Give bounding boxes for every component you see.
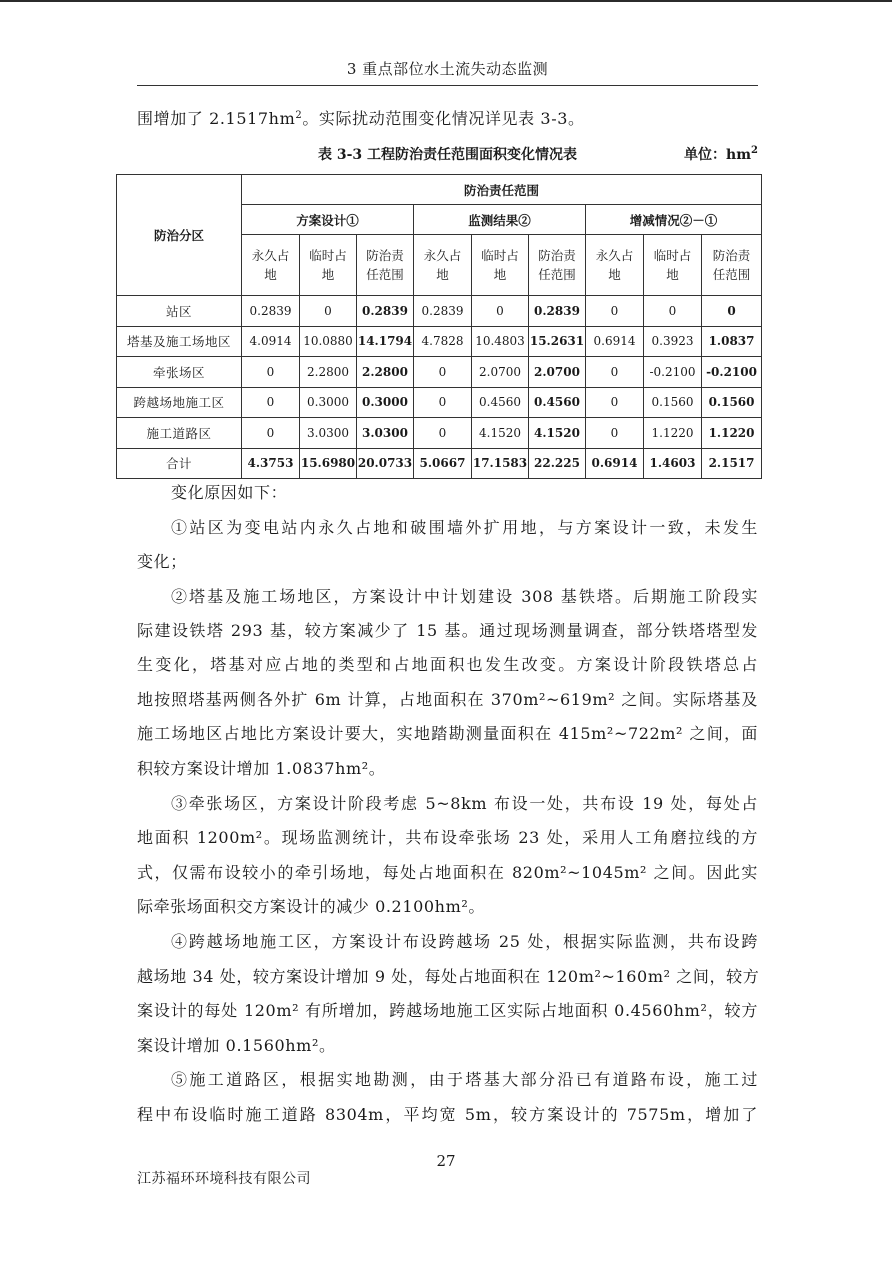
table-cell: 0.2839 xyxy=(242,296,300,327)
p4-line-3: 案设计的每处 120m² 有所增加，跨越场地施工区实际占地面积 0.4560hm²，较方 xyxy=(137,1001,758,1020)
table-cell: 5.0667 xyxy=(414,448,472,479)
table-cell: 0.2839 xyxy=(529,296,586,327)
table-cell: 17.1583 xyxy=(472,448,529,479)
table-cell: 14.1794 xyxy=(357,326,414,357)
table-cell: 0.1560 xyxy=(702,387,762,418)
table-cell: 0.2839 xyxy=(357,296,414,327)
table-cell: 1.1220 xyxy=(702,418,762,449)
header-area: 防治分区 xyxy=(117,175,242,296)
table-cell: 0.4560 xyxy=(529,387,586,418)
table-row xyxy=(117,387,762,418)
table-cell: 22.225 xyxy=(529,448,586,479)
row-area-label: 牵张场区 xyxy=(117,357,242,388)
table-title: 表 3-3 工程防治责任范围面积变化情况表 xyxy=(317,147,578,163)
table-row xyxy=(117,357,762,388)
column-header: 临时占 地 xyxy=(472,235,529,296)
table-cell: 0.2839 xyxy=(414,296,472,327)
table-row xyxy=(117,326,762,357)
intro-line: 围增加了 $2.1517hm^2$。实际扰动范围变化情况详见表 3-3。 xyxy=(137,109,585,128)
header-plan-design: 方案设计① xyxy=(242,205,414,235)
table-cell: 0.3000 xyxy=(357,387,414,418)
table-cell: 1.4603 xyxy=(644,448,702,479)
column-header: 临时占 地 xyxy=(300,235,357,296)
p3-line-4: 际牵张场面积交方案设计的减少 0.2100hm²。 xyxy=(137,897,485,916)
table-cell: 0.6914 xyxy=(586,448,644,479)
column-header: 防治责 任范围 xyxy=(702,235,762,296)
table-cell: 20.0733 xyxy=(357,448,414,479)
table-cell: 0 xyxy=(702,296,762,327)
table-cell: 4.0914 xyxy=(242,326,300,357)
p1-line-2: 变化； xyxy=(137,552,187,571)
table-row xyxy=(117,448,762,479)
row-area-label: 塔基及施工场地区 xyxy=(117,326,242,357)
table-cell: 0.4560 xyxy=(472,387,529,418)
table-cell: 4.1520 xyxy=(529,418,586,449)
p2-line-3: 生变化，塔基对应占地的类型和占地面积也发生改变。方案设计阶段铁塔总占 xyxy=(137,655,758,674)
table-cell: 0 xyxy=(586,296,644,327)
table-cell: 0.3000 xyxy=(300,387,357,418)
table-cell: 0 xyxy=(414,357,472,388)
page-header-title: 3 重点部位水土流失动态监测 xyxy=(346,60,549,78)
table-cell: 1.0837 xyxy=(702,326,762,357)
table-cell: 10.0880 xyxy=(300,326,357,357)
header-responsibility-range: 防治责任范围 xyxy=(242,175,762,205)
table-cell: 2.0700 xyxy=(472,357,529,388)
p1-line-1: ①站区为变电站内永久占地和破围墙外扩用地，与方案设计一致，未发生 xyxy=(171,518,758,537)
p4-line-4: 案设计增加 0.1560hm²。 xyxy=(137,1036,336,1055)
table-cell: 0 xyxy=(644,296,702,327)
area-change-table xyxy=(116,174,762,479)
p2-line-1: ②塔基及施工场地区，方案设计中计划建设 308 基铁塔。后期施工阶段实 xyxy=(171,587,758,606)
table-caption xyxy=(137,144,758,164)
table-cell: -0.2100 xyxy=(702,357,762,388)
table-cell: 0 xyxy=(472,296,529,327)
page-number: 27 xyxy=(436,1152,456,1170)
column-header: 临时占 地 xyxy=(644,235,702,296)
table-cell: 10.4803 xyxy=(472,326,529,357)
table-cell: 15.2631 xyxy=(529,326,586,357)
table-cell: 4.1520 xyxy=(472,418,529,449)
column-header: 永久占 地 xyxy=(242,235,300,296)
table-row xyxy=(117,296,762,327)
table-cell: 0.6914 xyxy=(586,326,644,357)
row-area-label: 合计 xyxy=(117,448,242,479)
header-monitoring-result: 监测结果② xyxy=(414,205,586,235)
table-cell: 0 xyxy=(242,418,300,449)
p2-line-2: 际建设铁塔 293 基，较方案减少了 15 基。通过现场测量调查，部分铁塔塔型发 xyxy=(137,621,758,640)
p2-line-5: 施工场地区占地比方案设计要大，实地踏勘测量面积在 415m²~722m² 之间，面 xyxy=(137,724,758,743)
footer-company: 江苏福环环境科技有限公司 xyxy=(137,1171,311,1187)
table-cell: 15.6980 xyxy=(300,448,357,479)
table-cell: 0 xyxy=(242,387,300,418)
p2-line-4: 地按照塔基两侧各外扩 6m 计算，占地面积在 370m²~619m² 之间。实际塔基及 xyxy=(137,690,758,709)
table-cell: 0 xyxy=(414,418,472,449)
table-unit: 单位：$hm^2$ xyxy=(684,145,758,163)
row-area-label: 站区 xyxy=(117,296,242,327)
table-cell: 4.7828 xyxy=(414,326,472,357)
p3-line-3: 式，仅需布设较小的牵引场地，每处占地面积在 820m²~1045m² 之间。因此实 xyxy=(137,863,758,882)
table-cell: 2.2800 xyxy=(300,357,357,388)
table-cell: 2.1517 xyxy=(702,448,762,479)
table-cell: 0 xyxy=(586,387,644,418)
column-header: 防治责 任范围 xyxy=(529,235,586,296)
p5-line-1: ⑤施工道路区，根据实地勘测，由于塔基大部分沿已有道路布设，施工过 xyxy=(171,1070,758,1089)
row-area-label: 跨越场地施工区 xyxy=(117,387,242,418)
table-cell: 2.0700 xyxy=(529,357,586,388)
table-cell: 4.3753 xyxy=(242,448,300,479)
table-cell: 0 xyxy=(586,357,644,388)
p2-line-6: 积较方案设计增加 1.0837hm²。 xyxy=(137,759,386,778)
table-cell: 0 xyxy=(414,387,472,418)
column-header: 永久占 地 xyxy=(586,235,644,296)
p3-line-1: ③牵张场区，方案设计阶段考虑 5~8km 布设一处，共布设 19 处，每处占 xyxy=(171,794,758,813)
table-cell: 1.1220 xyxy=(644,418,702,449)
header-change: 增减情况②－① xyxy=(586,205,762,235)
p4-line-2: 越场地 34 处，较方案设计增加 9 处，每处占地面积在 120m²~160m² 之间，较方 xyxy=(137,967,760,986)
row-area-label: 施工道路区 xyxy=(117,418,242,449)
table-cell: 0 xyxy=(242,357,300,388)
table-cell: 3.0300 xyxy=(357,418,414,449)
table-cell: 2.2800 xyxy=(357,357,414,388)
column-header: 永久占 地 xyxy=(414,235,472,296)
table-cell: 0 xyxy=(586,418,644,449)
top-border-line xyxy=(0,0,892,2)
table-cell: 3.0300 xyxy=(300,418,357,449)
p3-line-2: 地面积 1200m²。现场监测统计，共布设牵张场 23 处，采用人工角磨拉线的方 xyxy=(137,828,758,847)
table-cell: 0.1560 xyxy=(644,387,702,418)
table-cell: 0.3923 xyxy=(644,326,702,357)
table-cell: 0 xyxy=(300,296,357,327)
table-row xyxy=(117,418,762,449)
header-rule xyxy=(137,85,758,86)
p5-line-2: 程中布设临时施工道路 8304m，平均宽 5m，较方案设计的 7575m，增加了 xyxy=(137,1105,758,1124)
table-cell: -0.2100 xyxy=(644,357,702,388)
p4-line-1: ④跨越场地施工区，方案设计布设跨越场 25 处，根据实际监测，共布设跨 xyxy=(171,932,758,951)
reason-title: 变化原因如下： xyxy=(171,483,288,502)
column-header: 防治责 任范围 xyxy=(357,235,414,296)
